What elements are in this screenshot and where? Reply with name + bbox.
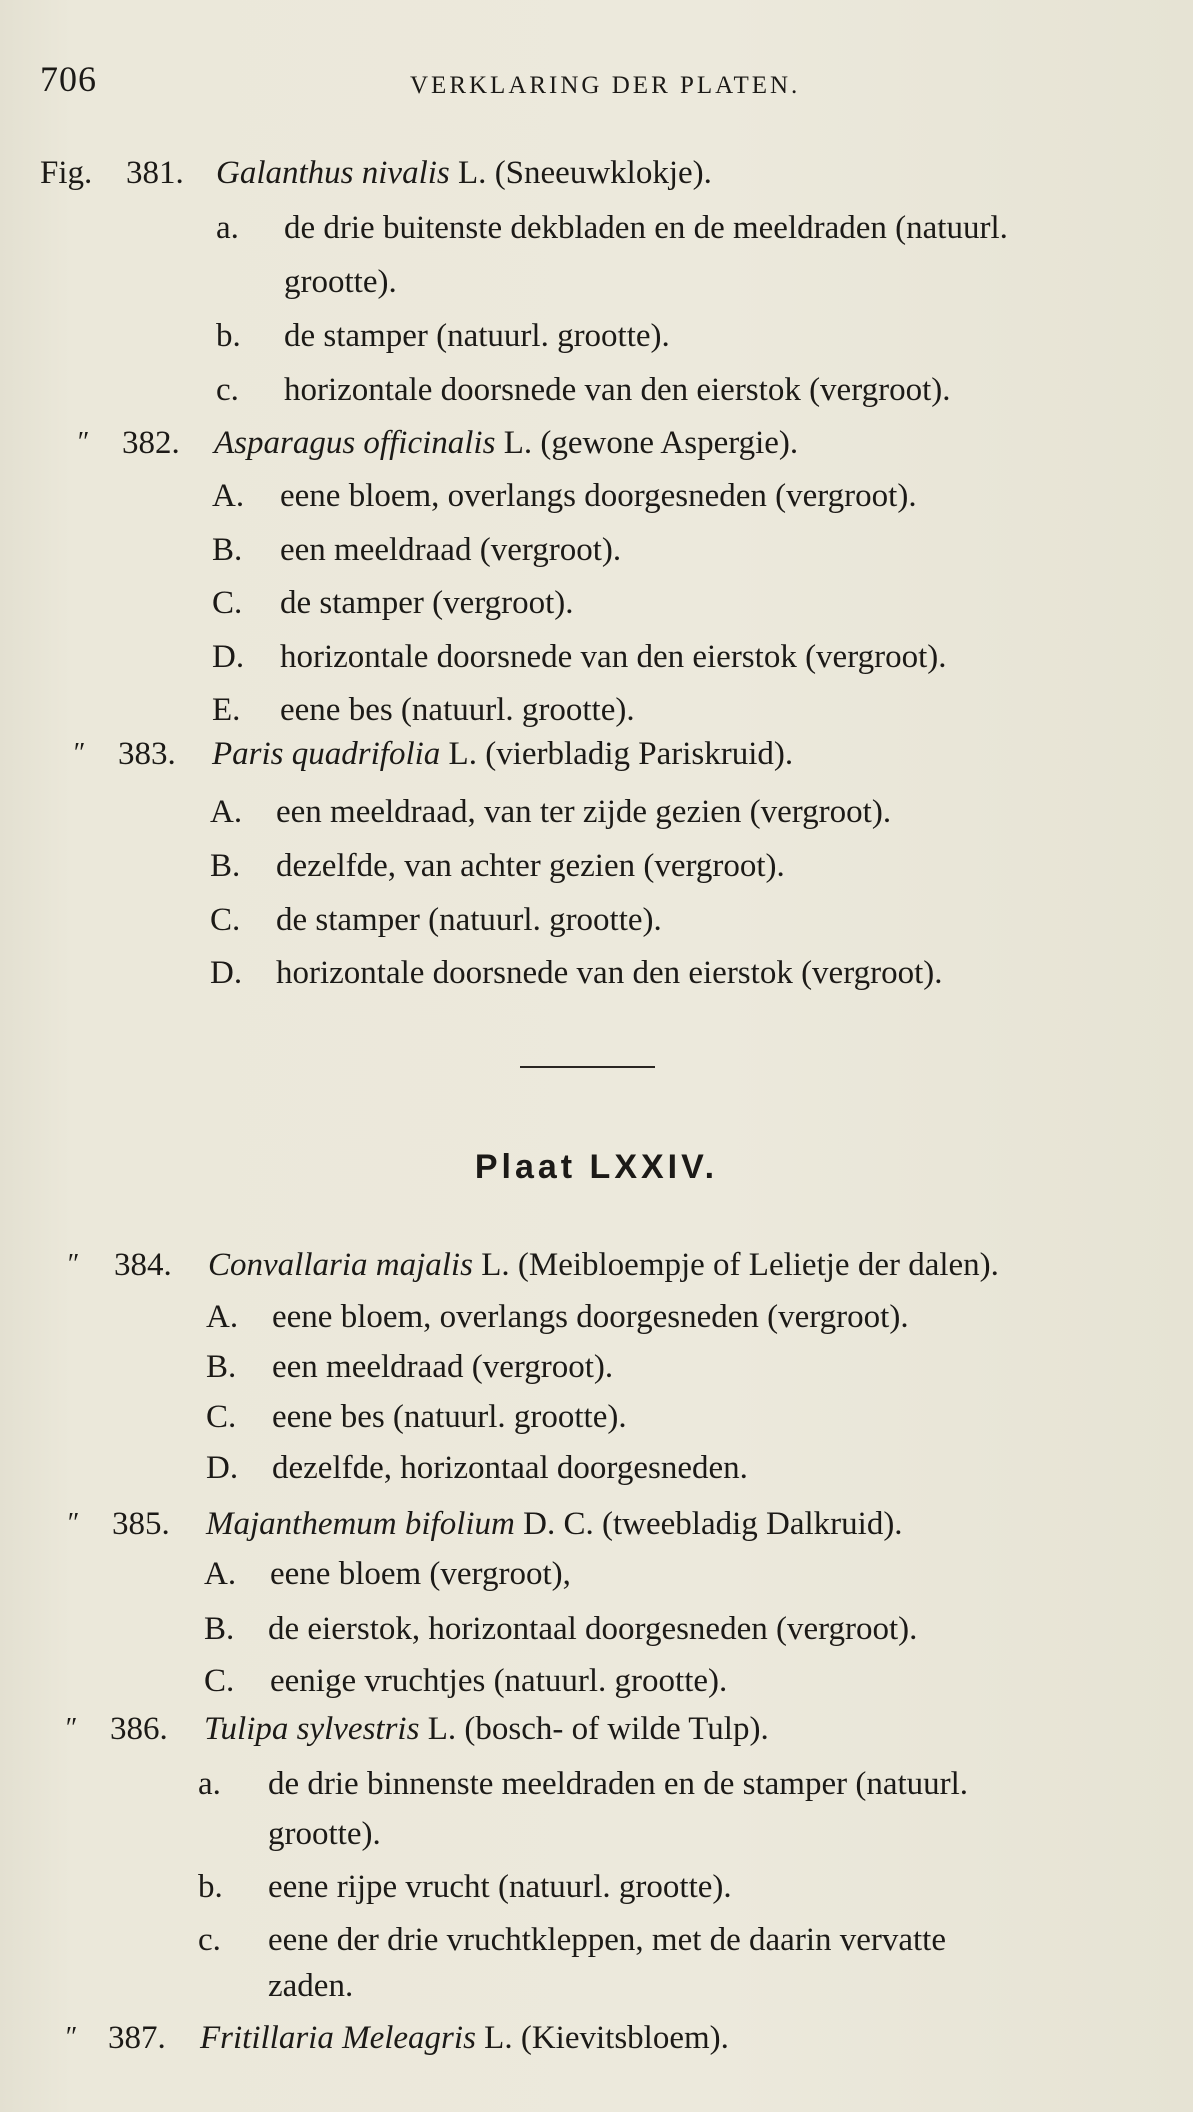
sub-item-text: dezelfde, horizontaal doorgesneden. — [272, 1450, 748, 1486]
species-name — [214, 423, 798, 463]
sub-item-letter: B. — [212, 532, 243, 568]
sub-item-text: de stamper (natuurl. grootte). — [276, 902, 662, 938]
author-abbrev: L. — [448, 736, 477, 772]
common-name: (Kievitsbloem). — [520, 2020, 729, 2056]
author-abbrev: L. — [481, 1247, 510, 1283]
sub-item-letter: E. — [212, 692, 241, 728]
ditto-mark: ″ — [72, 738, 84, 769]
figure-number: 382. — [122, 425, 180, 461]
sub-item-letter: D. — [210, 955, 243, 991]
figure-number: 383. — [118, 736, 176, 772]
common-name: (Meibloempje of Lelietje der dalen). — [517, 1247, 999, 1283]
sub-item-text: eene bloem, overlangs doorgesneden (vergroot). — [280, 478, 917, 514]
sub-item-text: een meeldraad (vergroot). — [280, 532, 622, 568]
sub-item-letter: b. — [198, 1869, 223, 1905]
fig-prefix: Fig. — [40, 155, 93, 191]
sub-item-text: de drie binnenste meeldraden en de stamper (natuurl. — [268, 1766, 969, 1802]
author-abbrev: L. — [484, 2020, 513, 2056]
sub-item-text: een meeldraad (vergroot). — [272, 1349, 614, 1385]
sub-item-text: horizontale doorsnede van den eierstok (vergroot). — [276, 955, 943, 991]
sub-item-letter: A. — [204, 1556, 237, 1592]
sub-item-letter: D. — [212, 639, 245, 675]
species-name — [212, 734, 793, 774]
author-abbrev: L. — [458, 155, 487, 191]
sub-item-text: een meeldraad, van ter zijde gezien (vergroot). — [276, 794, 892, 830]
species-name — [208, 1245, 999, 1285]
sub-item-letter: B. — [206, 1349, 237, 1385]
sub-item-text: de stamper (natuurl. grootte). — [284, 318, 670, 354]
latin-name: Fritillaria Meleagris — [200, 2020, 476, 2056]
sub-item-letter: D. — [206, 1450, 239, 1486]
running-title: VERKLARING DER PLATEN. — [410, 72, 801, 99]
sub-item-text: eene bes (natuurl. grootte). — [280, 692, 635, 728]
latin-name: Tulipa sylvestris — [204, 1711, 420, 1747]
common-name: (Sneeuwklokje). — [494, 155, 712, 191]
latin-name: Convallaria majalis — [208, 1247, 473, 1283]
ditto-mark: ″ — [76, 427, 88, 458]
latin-name: Galanthus nivalis — [216, 155, 450, 191]
sub-item-text: eene bes (natuurl. grootte). — [272, 1399, 627, 1435]
sub-item-text: zaden. — [268, 1968, 354, 2004]
sub-item-letter: A. — [206, 1299, 239, 1335]
sub-item-text: grootte). — [284, 264, 397, 300]
page-number: 706 — [40, 59, 97, 99]
sub-item-text: de stamper (vergroot). — [280, 585, 574, 621]
ditto-mark: ″ — [64, 1713, 76, 1744]
species-name — [200, 2018, 729, 2058]
ditto-mark: ″ — [64, 2022, 76, 2053]
author-abbrev: D. C. — [523, 1506, 594, 1542]
common-name: (tweebladig Dalkruid). — [602, 1506, 903, 1542]
sub-item-text: horizontale doorsnede van den eierstok (vergroot). — [284, 372, 951, 408]
latin-name: Majanthemum bifolium — [206, 1506, 515, 1542]
sub-item-text: de eierstok, horizontaal doorgesneden (vergroot). — [268, 1611, 918, 1647]
sub-item-letter: A. — [212, 478, 245, 514]
species-name — [216, 153, 712, 193]
sub-item-text: eene rijpe vrucht (natuurl. grootte). — [268, 1869, 732, 1905]
latin-name: Paris quadrifolia — [212, 736, 441, 772]
sub-item-text: de drie buitenste dekbladen en de meeldraden (natuurl. — [284, 210, 1008, 246]
sub-item-letter: B. — [210, 848, 241, 884]
author-abbrev: L. — [503, 425, 533, 461]
sub-item-letter: A. — [210, 794, 243, 830]
sub-item-letter: a. — [216, 210, 239, 246]
sub-item-text: grootte). — [268, 1816, 381, 1852]
author-abbrev: L. — [427, 1711, 457, 1747]
common-name: (gewone Aspergie). — [540, 425, 799, 461]
sub-item-letter: C. — [212, 585, 243, 621]
sub-item-letter: b. — [216, 318, 241, 354]
latin-name: Asparagus officinalis — [214, 425, 496, 461]
page-header — [40, 58, 1160, 108]
species-name — [204, 1709, 769, 1749]
sub-item-letter: a. — [198, 1766, 221, 1802]
species-name — [206, 1504, 903, 1544]
sub-item-text: dezelfde, van achter gezien (vergroot). — [276, 848, 785, 884]
ditto-mark: ″ — [66, 1508, 78, 1539]
sub-item-letter: B. — [204, 1611, 235, 1647]
sub-item-letter: c. — [216, 372, 239, 408]
figure-number: 385. — [112, 1506, 170, 1542]
sub-item-text: eene der drie vruchtkleppen, met de daarin vervatte — [268, 1922, 946, 1958]
sub-item-text: horizontale doorsnede van den eierstok (vergroot). — [280, 639, 947, 675]
figure-number: 384. — [114, 1247, 172, 1283]
figure-number: 387. — [108, 2020, 166, 2056]
ditto-mark: ″ — [66, 1249, 78, 1280]
section-divider — [520, 1066, 655, 1068]
sub-item-text: eene bloem, overlangs doorgesneden (vergroot). — [272, 1299, 909, 1335]
sub-item-letter: C. — [206, 1399, 237, 1435]
plate-heading: Plaat LXXIV. — [474, 1148, 719, 1186]
sub-item-letter: c. — [198, 1922, 221, 1958]
figure-number: 381. — [126, 155, 184, 191]
figure-number: 386. — [110, 1711, 168, 1747]
sub-item-text: eene bloem (vergroot), — [270, 1556, 571, 1592]
sub-item-letter: C. — [204, 1663, 235, 1699]
common-name: (vierbladig Pariskruid). — [485, 736, 794, 772]
sub-item-text: eenige vruchtjes (natuurl. grootte). — [270, 1663, 728, 1699]
sub-item-letter: C. — [210, 902, 241, 938]
common-name: (bosch- of wilde Tulp). — [464, 1711, 769, 1747]
